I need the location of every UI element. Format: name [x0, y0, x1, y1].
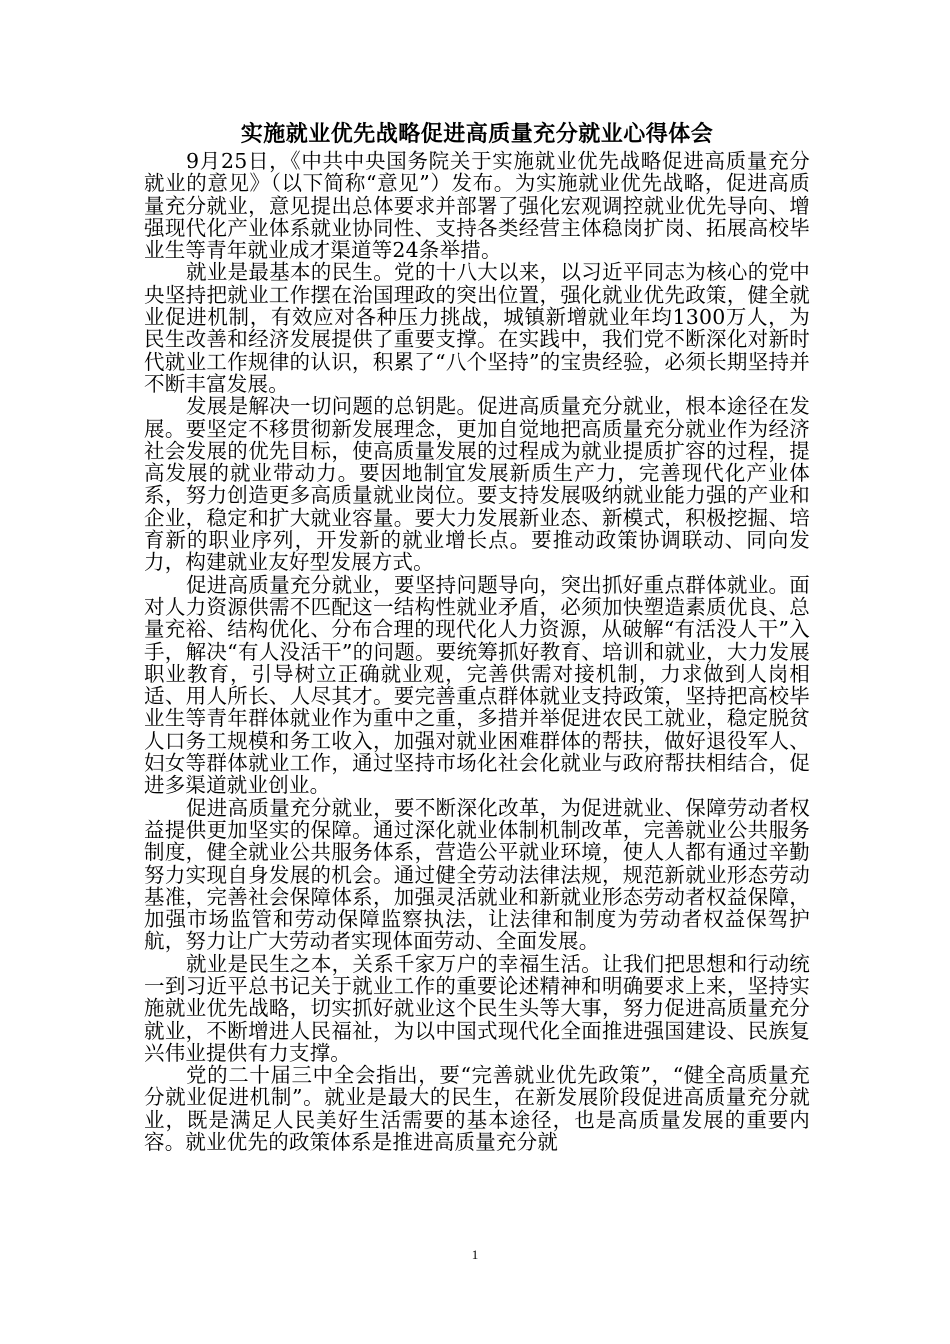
- document-page: [144, 118, 810, 1153]
- paragraph-1: 9月25日，《中共中央国务院关于实施就业优先战略促进高质量充分就业的意见》（以下简称“意见”）发布。为实施就业优先战略，促进高质量充分就业，意见提出总体要求并部署了强化宏观调控就业优先导向、增强现代化产业体系就业协同性、支持各类经营主体稳岗扩岗、拓展高校毕业生等青年就业成才渠道等24条举措。: [144, 149, 810, 263]
- paragraph-4: 促进高质量充分就业，要坚持问题导向，突出抓好重点群体就业。面对人力资源供需不匹配这一结构性就业矛盾，必须加快塑造素质优良、总量充裕、结构优化、分布合理的现代化人力资源，从破解“有活没人干”入手，解决“有人没活干”的问题。要统筹抓好教育、培训和就业，大力发展职业教育，引导树立正确就业观，完善供需对接机制，力求做到人岗相适、用人所长、人尽其才。要完善重点群体就业支持政策，坚持把高校毕业生等青年群体就业作为重中之重，多措并举促进农民工就业，稳定脱贫人口务工规模和务工收入，加强对就业困难群体的帮扶，做好退役军人、妇女等群体就业工作，通过坚持市场化社会化就业与政府帮扶相结合，促进多渠道就业创业。: [144, 572, 810, 798]
- document-title: 实施就业优先战略促进高质量充分就业心得体会: [240, 121, 714, 147]
- page-number: 1: [471, 1247, 479, 1262]
- paragraph-7: 党的二十届三中全会指出，要“完善就业优先政策”，“健全高质量充分就业促进机制”。就业是最大的民生，在新发展阶段促进高质量充分就业，既是满足人民美好生活需要的基本途径，也是高质量发展的重要内容。就业优先的政策体系是推进高质量充分就: [144, 1063, 810, 1155]
- paragraph-3: 发展是解决一切问题的总钥匙。促进高质量充分就业，根本途径在发展。要坚定不移贯彻新发展理念，更加自觉地把高质量充分就业作为经济社会发展的优先目标，使高质量发展的过程成为就业提质扩容的过程，提高发展的就业带动力。要因地制宜发展新质生产力，完善现代化产业体系，努力创造更多高质量就业岗位。要支持发展吸纳就业能力强的产业和企业，稳定和扩大就业容量。要大力发展新业态、新模式，积极挖掘、培育新的职业序列，开发新的就业增长点。要推动政策协调联动、同向发力，构建就业友好型发展方式。: [144, 394, 810, 575]
- paragraph-5: 促进高质量充分就业，要不断深化改革，为促进就业、保障劳动者权益提供更加坚实的保障。通过深化就业体制机制改革，完善就业公共服务制度，健全就业公共服务体系，营造公平就业环境，使人人都有通过辛勤努力实现自身发展的机会。通过健全劳动法律法规，规范新就业形态劳动基准，完善社会保障体系，加强灵活就业和新就业形态劳动者权益保障，加强市场监管和劳动保障监察执法，让法律和制度为劳动者权益保驾护航，努力让广大劳动者实现体面劳动、全面发展。: [144, 795, 810, 954]
- paragraph-2: 就业是最基本的民生。党的十八大以来，以习近平同志为核心的党中央坚持把就业工作摆在治国理政的突出位置，强化就业优先政策，健全就业促进机制，有效应对各种压力挑战，城镇新增就业年均1300万人，为民生改善和经济发展提供了重要支撑。在实践中，我们党不断深化对新时代就业工作规律的认识，积累了“八个坚持”的宝贵经验，必须长期坚持并不断丰富发展。: [144, 260, 810, 396]
- paragraph-6: 就业是民生之本，关系千家万户的幸福生活。让我们把思想和行动统一到习近平总书记关于就业工作的重要论述精神和明确要求上来，坚持实施就业优先战略，切实抓好就业这个民生头等大事，努力促进高质量充分就业，不断增进人民福祉，为以中国式现代化全面推进强国建设、民族复兴伟业提供有力支撑。: [144, 951, 810, 1065]
